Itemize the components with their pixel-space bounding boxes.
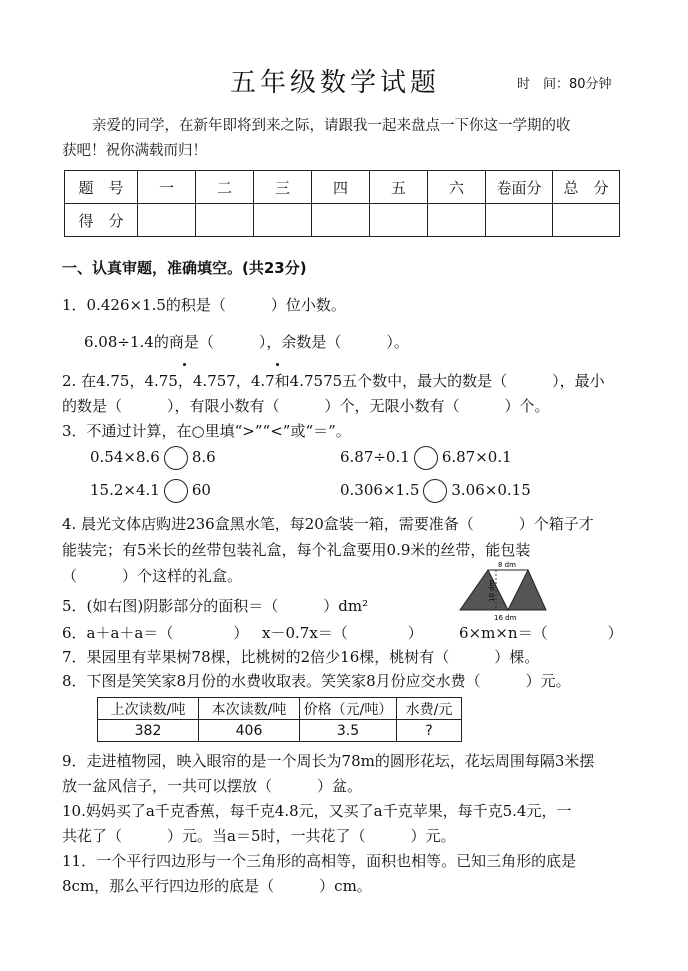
score-cell: 二 [196,171,254,204]
table-row [98,720,462,742]
question-3: 3．不通过计算，在○里填“>”“<”或“＝”。 [62,422,351,440]
question-6b: x－0.7x＝（ ） [262,624,423,642]
score-input-cell[interactable] [428,204,486,237]
question-10b: 共花了（ ）元。当a＝5时，一共花了（ ）元。 [62,827,456,845]
question-4a: 4. 晨光文体店购进236盒黑水笔，每20盒装一箱，需要准备（ ）个箱子才 [62,515,594,533]
compare-left: 6.87÷0.1 [340,448,410,466]
question-4c: （ ）个这样的礼盒。 [62,567,243,585]
question-7: 7．果园里有苹果树78棵，比桃树的2倍少16棵，桃树有（ ）棵。 [62,648,540,666]
trapezoid-figure [454,558,554,624]
score-input-cell[interactable] [196,204,254,237]
score-cell: 卷面分 [486,171,553,204]
table-header: 水费/元 [397,698,462,720]
compare-circle[interactable] [164,479,188,503]
table-header: 上次读数/吨 [98,698,199,720]
question-9a: 9．走进植物园，映入眼帘的是一个周长为78m的圆形花坛，花坛周围每隔3米摆 [62,752,595,770]
compare-left: 0.54×8.6 [90,448,160,466]
compare-left: 15.2×4.1 [90,481,160,499]
table-cell: ? [397,720,462,742]
bottom-label: 16 dm [494,614,517,622]
exam-time: 时 间：80分钟 [517,77,612,92]
repeating-dot [276,363,279,366]
score-input-cell[interactable] [254,204,312,237]
compare-item [340,446,512,470]
compare-circle[interactable] [414,446,438,470]
compare-circle[interactable] [423,479,447,503]
score-input-cell[interactable] [370,204,428,237]
score-cell: 六 [428,171,486,204]
intro-line-2: 获吧！祝你满载而归！ [62,143,207,159]
top-label: 8 dm [498,561,516,569]
intro-line-1: 亲爱的同学，在新年即将到来之际，请跟我一起来盘点一下你这一学期的收 [92,118,571,134]
table-row [98,698,462,720]
score-cell: 三 [254,171,312,204]
compare-right: 8.6 [191,448,216,466]
question-4b: 能装完；有5米长的丝带包装礼盒，每个礼盒要用0.9米的丝带，能包装 [62,541,531,559]
compare-right: 3.06×0.15 [451,481,531,499]
question-10a: 10.妈妈买了a千克香蕉，每千克4.8元，又买了a千克苹果，每千克5.4元，一 [62,802,572,820]
water-fee-table [97,697,462,742]
question-6c: 6×m×n＝（ ） [459,624,623,642]
score-cell: 总 分 [553,171,620,204]
question-8: 8．下图是笑笑家8月份的水费收取表。笑笑家8月份应交水费（ ）元。 [62,672,571,690]
table-cell: 406 [199,720,300,742]
compare-item [90,479,211,503]
score-table [64,170,620,237]
score-table-row [65,171,620,204]
table-header: 价格（元/吨） [300,698,397,720]
score-input-cell[interactable] [138,204,196,237]
compare-left: 0.306×1.5 [340,481,420,499]
score-input-cell[interactable] [486,204,553,237]
height-label: 10 dm [488,579,496,602]
score-input-cell[interactable] [553,204,620,237]
question-11a: 11．一个平行四边形与一个三角形的高相等，面积也相等。已知三角形的底是 [62,852,577,870]
question-5: 5．(如右图)阴影部分的面积＝（ ）dm² [62,597,369,615]
compare-right: 60 [191,481,211,499]
table-cell: 3.5 [300,720,397,742]
page-title: 五年级数学试题 [230,68,441,98]
score-cell: 五 [370,171,428,204]
repeating-dot [183,363,186,366]
question-2b: 的数是（ ），有限小数有（ ）个，无限小数有（ ）个。 [62,397,550,415]
score-table-row [65,204,620,237]
question-6a: 6．a＋a＋a＝（ ） [62,624,249,642]
question-11b: 8cm，那么平行四边形的底是（ ）cm。 [62,877,372,895]
question-9b: 放一盆风信子，一共可以摆放（ ）盆。 [62,777,363,795]
score-cell: 四 [312,171,370,204]
score-cell: 题 号 [65,171,138,204]
score-cell: 一 [138,171,196,204]
score-cell: 得 分 [65,204,138,237]
score-input-cell[interactable] [312,204,370,237]
compare-item [90,446,216,470]
table-header: 本次读数/吨 [199,698,300,720]
question-1b: 6.08÷1.4的商是（ ），余数是（ ）。 [84,333,409,351]
compare-right: 6.87×0.1 [441,448,512,466]
question-2a: 2. 在4.75，4.75，4.757，4.7和4.7575五个数中，最大的数是（ ），最小 [62,372,605,390]
section-heading: 一、认真审题，准确填空。(共23分) [62,259,307,277]
compare-item [340,479,531,503]
question-1a: 1．0.426×1.5的积是（ ）位小数。 [62,296,346,314]
table-cell: 382 [98,720,199,742]
compare-circle[interactable] [164,446,188,470]
